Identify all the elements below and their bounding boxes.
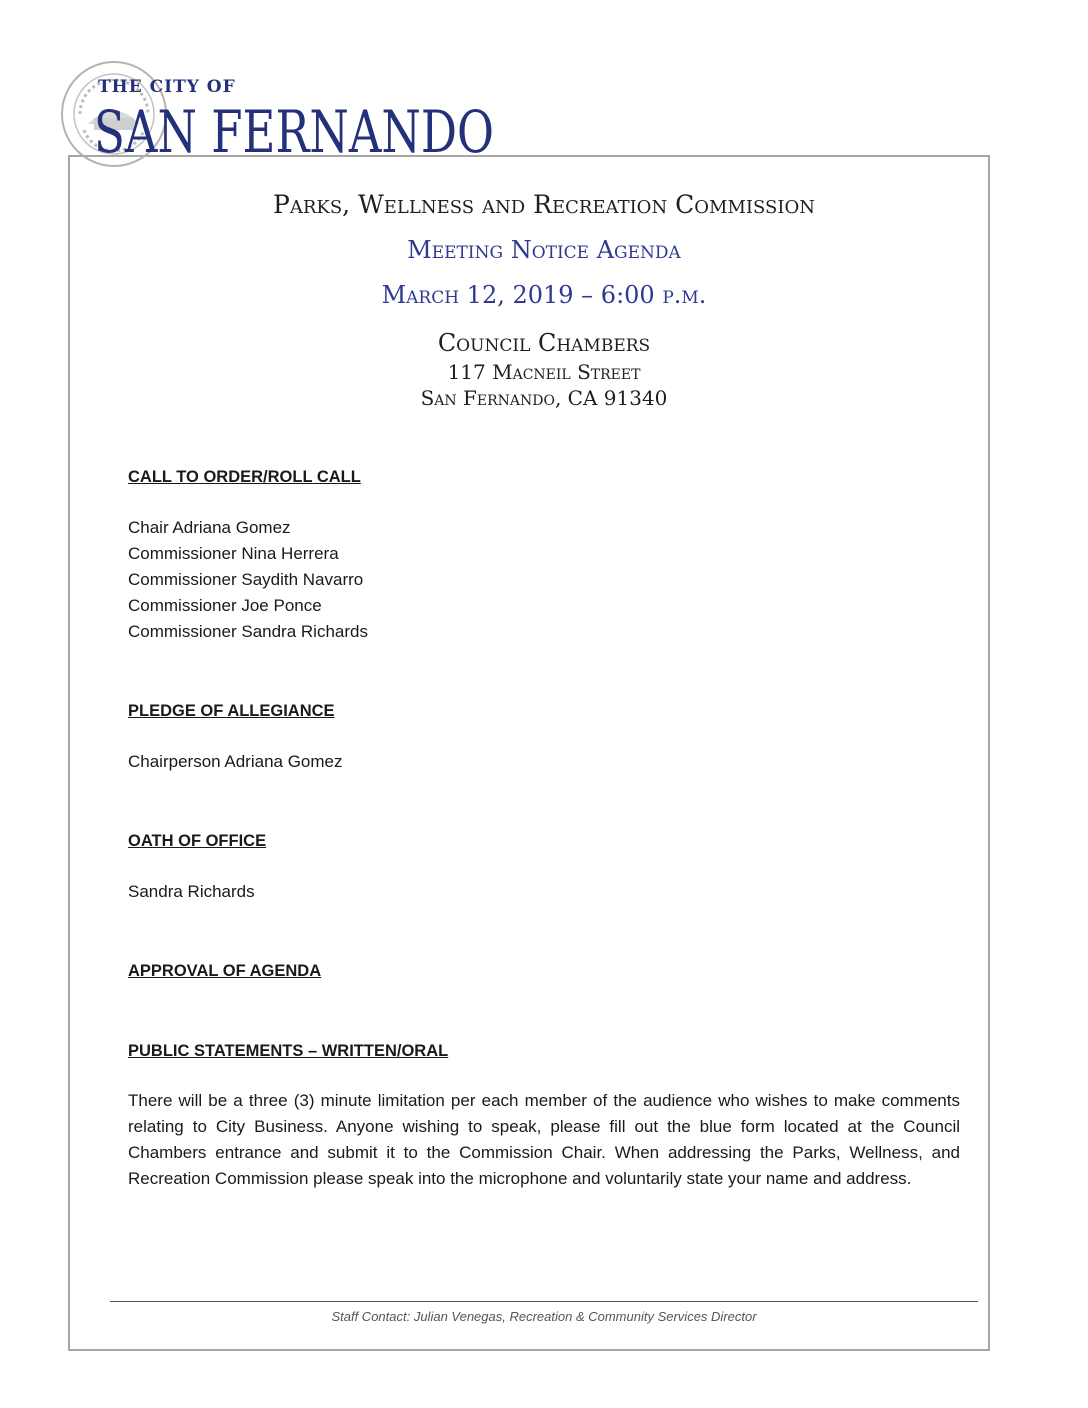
venue-city: San Fernando, CA 91340 [420, 386, 668, 410]
section-heading-roll-call: CALL TO ORDER/ROLL CALL [128, 468, 361, 486]
wordmark-big-line: SAN FERNANDO [94, 98, 494, 166]
pledge-leader: Chairperson Adriana Gomez [128, 752, 343, 771]
section-heading-approval: APPROVAL OF AGENDA [128, 962, 322, 980]
meeting-venue: Council Chambers [437, 329, 651, 357]
list-item: Commissioner Joe Ponce [128, 596, 322, 615]
oath-recipient: Sandra Richards [128, 882, 255, 901]
section-heading-oath: OATH OF OFFICE [128, 832, 267, 850]
meeting-date-time: March 12, 2019 – 6:00 p.m. [381, 281, 707, 309]
city-wordmark [94, 70, 498, 166]
city-logo [58, 58, 498, 178]
staff-contact: Staff Contact: Julian Venegas, Recreation & Community Services Director [331, 1309, 757, 1324]
roll-call-list [128, 515, 368, 645]
public-statements-text: There will be a three (3) minute limitation per each member of the audience who wishes to make comments relating to City Business. Anyone wishing to speak, please fill out the blue form located at the Council Chambers entrance and submit it to the Commission Chair. When addressing the Parks, Wellness, and Recreation Commission please speak into the microphone and voluntarily state your name and address. [128, 1091, 960, 1188]
list-item: Commissioner Nina Herrera [128, 544, 339, 563]
list-item: Commissioner Sandra Richards [128, 622, 368, 641]
commission-name: Parks, Wellness and Recreation Commission [273, 190, 815, 219]
list-item: Chair Adriana Gomez [128, 518, 291, 537]
footer-divider [110, 1301, 978, 1302]
section-heading-pledge: PLEDGE OF ALLEGIANCE [128, 702, 335, 720]
wordmark-small-line: THE CITY OF [98, 77, 236, 97]
list-item: Commissioner Saydith Navarro [128, 570, 364, 589]
section-heading-public-statements: PUBLIC STATEMENTS – WRITTEN/ORAL [128, 1042, 449, 1060]
agenda-title: Meeting Notice Agenda [407, 236, 681, 264]
venue-street: 117 Macneil Street [447, 360, 641, 384]
